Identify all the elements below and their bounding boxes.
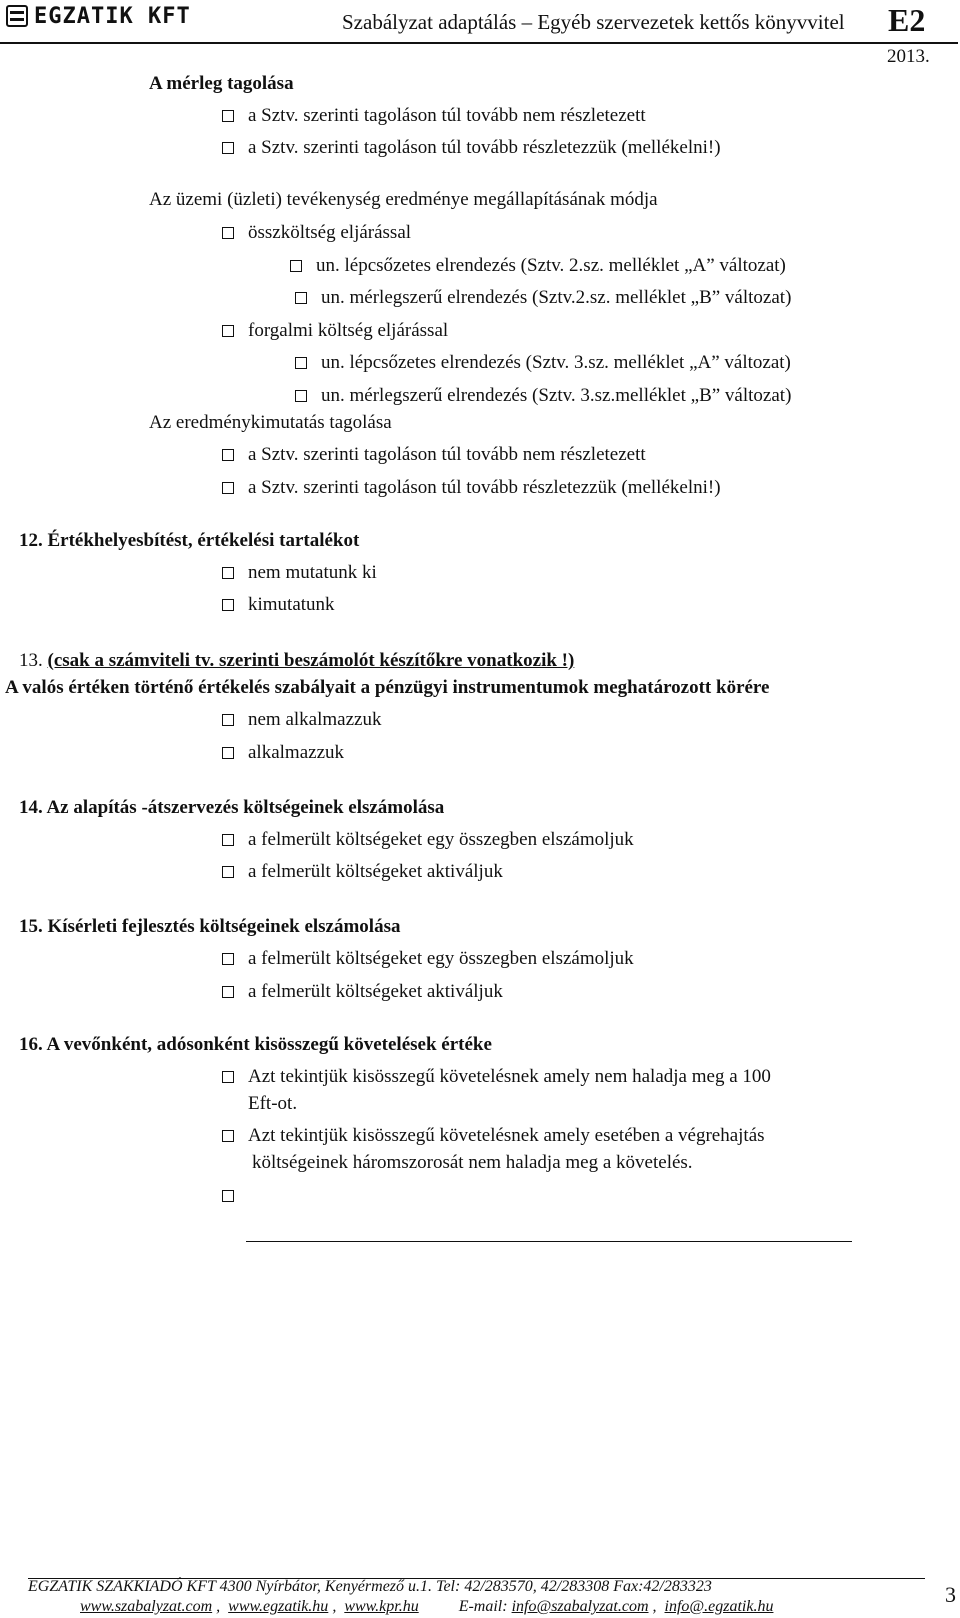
footer-address: EGZATIK SZAKKIADÓ KFT 4300 Nyírbátor, Kenyérmező u.1. Tel: 42/283570, 42/283308 Fax:42/283323 (28, 1578, 712, 1595)
checkbox[interactable] (222, 714, 234, 726)
option-row[interactable]: a felmerült költségeket egy összegben elszámoljuk (222, 829, 634, 851)
option-row[interactable]: forgalmi költség eljárással (222, 320, 448, 342)
checkbox[interactable] (295, 357, 307, 369)
checkbox[interactable] (222, 567, 234, 579)
checkbox[interactable] (222, 599, 234, 611)
option-row[interactable]: a Sztv. szerinti tagoláson túl tovább részletezzük (mellékelni!) (222, 477, 721, 499)
option-row[interactable]: Azt tekintjük kisösszegű követelésnek amely nem haladja meg a 100 (222, 1066, 771, 1088)
option-row[interactable]: a felmerült költségeket aktiváljuk (222, 981, 503, 1003)
checkbox[interactable] (222, 1071, 234, 1083)
option-row[interactable]: alkalmazzuk (222, 742, 344, 764)
checkbox[interactable] (222, 227, 234, 239)
checkbox[interactable] (222, 953, 234, 965)
checkbox[interactable] (222, 866, 234, 878)
option-row[interactable]: összköltség eljárással (222, 222, 411, 244)
checkbox[interactable] (222, 986, 234, 998)
option-row-custom[interactable] (222, 1185, 248, 1207)
option-row[interactable]: a Sztv. szerinti tagoláson túl tovább nem részletezett (222, 444, 646, 466)
option-row[interactable]: kimutatunk (222, 594, 335, 616)
section-13-subheading: A valós értéken történő értékelés szabályait a pénzügyi instrumentumok meghatározott körére (5, 677, 770, 698)
option-continuation: Eft-ot. (248, 1093, 298, 1114)
web-link-egzatik[interactable]: www.egzatik.hu (228, 1598, 329, 1615)
option-row[interactable]: a felmerült költségeket aktiváljuk (222, 861, 503, 883)
section-heading-14: 14. Az alapítás -átszervezés költségeinek elszámolása (19, 797, 445, 818)
checkbox[interactable] (222, 142, 234, 154)
section-heading-12: 12. Értékhelyesbítést, értékelési tartalékot (19, 530, 360, 551)
section-heading-16: 16. A vevőnként, adósonként kisösszegű követelések értéke (19, 1034, 492, 1055)
checkbox[interactable] (222, 110, 234, 122)
option-row[interactable]: Azt tekintjük kisösszegű követelésnek amely esetében a végrehajtás (222, 1125, 765, 1147)
checkbox[interactable] (222, 747, 234, 759)
checkbox[interactable] (222, 482, 234, 494)
checkbox[interactable] (222, 449, 234, 461)
header-divider (0, 42, 958, 44)
section-heading-eredmeny: Az eredménykimutatás tagolása (149, 412, 392, 433)
checkbox[interactable] (295, 390, 307, 402)
company-logo: EGZATIK KFT (6, 4, 191, 29)
email-link-egzatik[interactable]: info@.egzatik.hu (664, 1598, 774, 1615)
checkbox[interactable] (290, 260, 302, 272)
blank-fill-line[interactable] (246, 1241, 852, 1242)
checkbox[interactable] (222, 325, 234, 337)
section-heading-13: 13. (csak a számviteli tv. szerinti beszámolót készítőkre vonatkozik !) (19, 650, 575, 671)
web-link-kpr[interactable]: www.kpr.hu (344, 1598, 419, 1615)
option-row[interactable]: a felmerült költségeket egy összegben elszámoljuk (222, 948, 634, 970)
option-row[interactable]: un. mérlegszerű elrendezés (Sztv. 3.sz.melléklet „B” változat) (295, 385, 791, 407)
option-row[interactable]: un. lépcsőzetes elrendezés (Sztv. 3.sz. melléklet „A” változat) (295, 352, 791, 374)
option-continuation: költségeinek háromszorosát nem haladja meg a követelés. (252, 1152, 693, 1173)
option-row[interactable]: nem alkalmazzuk (222, 709, 381, 731)
option-row[interactable]: a Sztv. szerinti tagoláson túl tovább részletezzük (mellékelni!) (222, 137, 721, 159)
email-link-szabalyzat[interactable]: info@szabalyzat.com (511, 1598, 649, 1615)
checkbox[interactable] (222, 1130, 234, 1142)
section-heading-15: 15. Kísérleti fejlesztés költségeinek elszámolása (19, 916, 401, 937)
header-year: 2013. (887, 46, 930, 67)
checkbox[interactable] (222, 834, 234, 846)
section-13-note: (csak a számviteli tv. szerinti beszámolót készítőkre vonatkozik !) (47, 650, 575, 671)
section-heading-merleg: A mérleg tagolása (149, 73, 294, 94)
page-number: 3 (945, 1582, 956, 1607)
option-row[interactable]: un. lépcsőzetes elrendezés (Sztv. 2.sz. melléklet „A” változat) (290, 255, 786, 277)
option-row[interactable]: a Sztv. szerinti tagoláson túl tovább nem részletezett (222, 105, 646, 127)
checkbox[interactable] (295, 292, 307, 304)
logo-icon (6, 5, 28, 27)
option-row[interactable]: nem mutatunk ki (222, 562, 377, 584)
web-link-szabalyzat[interactable]: www.szabalyzat.com (80, 1598, 213, 1615)
checkbox[interactable] (222, 1190, 234, 1202)
header-title: Szabályzat adaptálás – Egyéb szervezetek kettős könyvvitel (342, 10, 845, 34)
header-code: E2 (888, 2, 926, 38)
footer-contacts: www.szabalyzat.com , www.egzatik.hu , www.kpr.hu E-mail: info@szabalyzat.com , info@.egzatik.hu (80, 1598, 774, 1615)
option-row[interactable]: un. mérlegszerű elrendezés (Sztv.2.sz. melléklet „B” változat) (295, 287, 791, 309)
section-heading-uzemi: Az üzemi (üzleti) tevékenység eredménye megállapításának módja (149, 189, 658, 210)
